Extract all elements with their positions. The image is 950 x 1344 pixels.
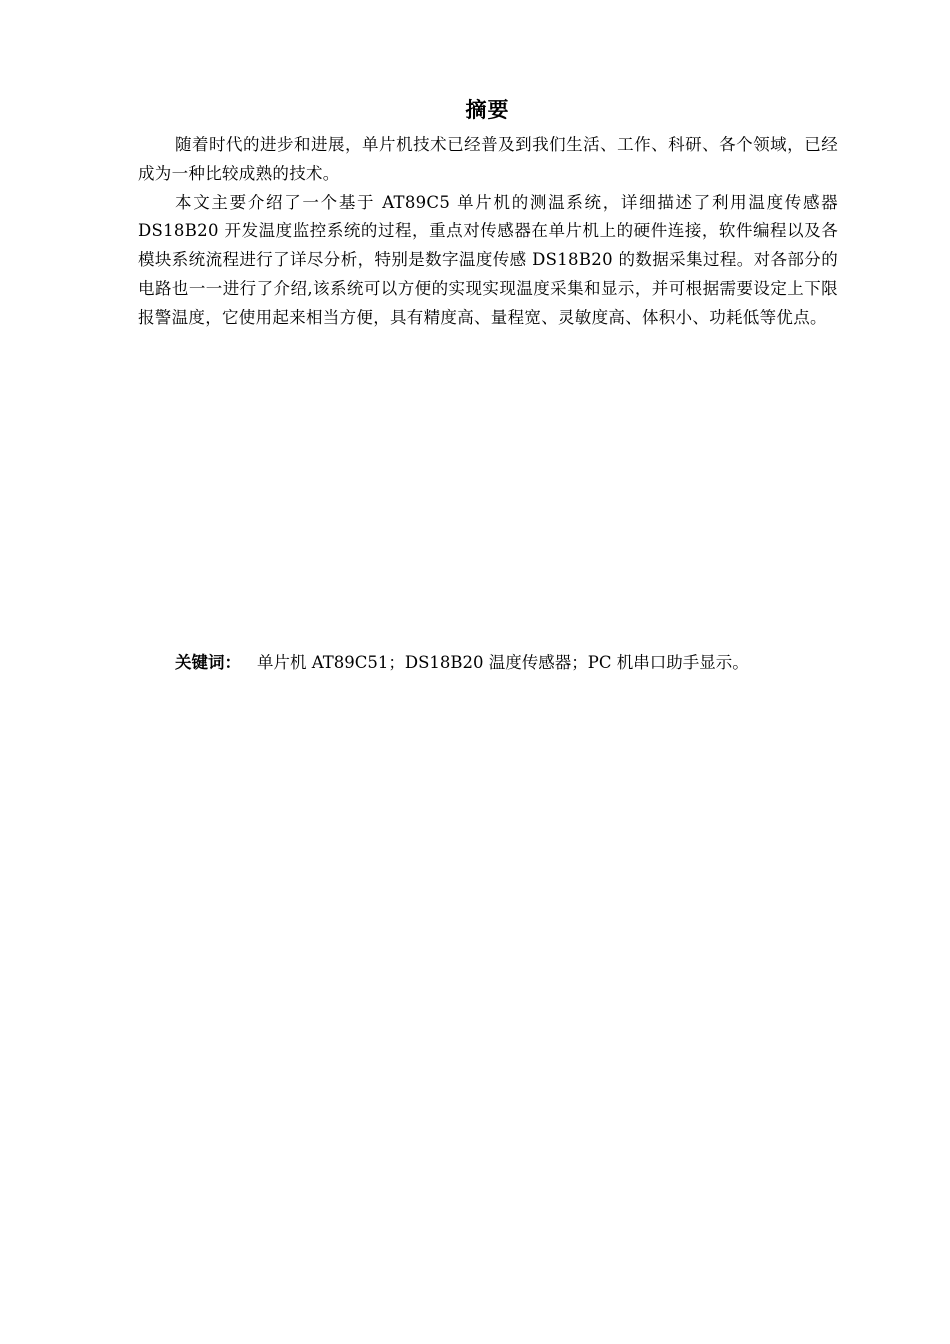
keywords-label: 关键词： (175, 653, 241, 672)
keywords-text: 单片机 AT89C51；DS18B20 温度传感器；PC 机串口助手显示。 (257, 653, 749, 672)
keywords-line (175, 649, 875, 677)
abstract-body (138, 131, 838, 333)
abstract-paragraph-2: 本文主要介绍了一个基于 AT89C5 单片机的测温系统，详细描述了利用温度传感器 DS18B20 开发温度监控系统的过程，重点对传感器在单片机上的硬件连接，软件编程以及各模块系统流程进行了详尽分析，特别是数字温度传感 DS18B20 的数据采集过程。对各部分的电路也一一进行了介绍,该系统可以方便的实现实现温度采集和显示，并可根据需要设定上下限报警温度，它使用起来相当方便，具有精度高、量程宽、灵敏度高、体积小、功耗低等优点。 (138, 192, 838, 327)
abstract-paragraph-1: 随着时代的进步和进展，单片机技术已经普及到我们生活、工作、科研、各个领域，已经成为一种比较成熟的技术。 (138, 135, 838, 183)
page-title: 摘要 (465, 98, 510, 122)
